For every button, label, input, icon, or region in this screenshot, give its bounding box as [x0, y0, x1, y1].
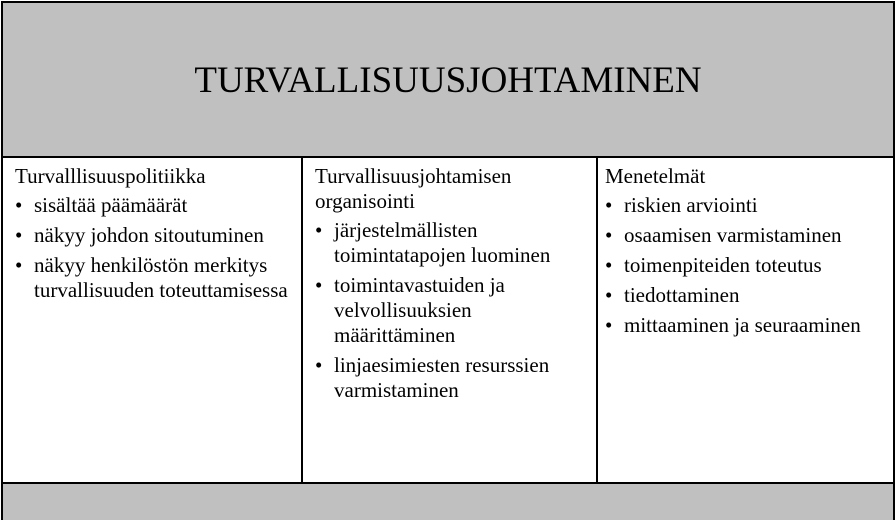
list-item-text: näkyy johdon sitoutuminen [34, 223, 264, 247]
bullet-icon: • [315, 218, 323, 242]
bullet-list [315, 218, 590, 403]
list-item [15, 223, 295, 248]
list-item-text: linjaesimiesten resurssien varmistaminen [334, 353, 550, 402]
list-item [605, 283, 887, 308]
list-item-text: toimenpiteiden toteutus [624, 253, 822, 277]
bullet-icon: • [15, 253, 23, 277]
list-item [315, 353, 590, 403]
bullet-icon: • [15, 223, 23, 247]
header-band [3, 3, 893, 158]
list-item-text: osaamisen varmistaminen [624, 223, 842, 247]
column-heading: Turvalllisuuspolitiikka [15, 164, 206, 188]
list-item [605, 193, 887, 218]
bullet-icon: • [605, 223, 613, 247]
list-item [15, 253, 295, 303]
list-item [315, 218, 590, 268]
bullet-icon: • [15, 193, 23, 217]
list-item [15, 193, 295, 218]
bullet-icon: • [605, 253, 613, 277]
list-item-text: sisältää päämäärät [34, 193, 188, 217]
bullet-icon: • [605, 193, 613, 217]
bullet-icon: • [605, 313, 613, 337]
diagram-frame [1, 1, 895, 520]
list-item [605, 313, 887, 338]
list-item-text: järjestelmällisten toimintatapojen luominen [334, 218, 551, 267]
bullet-icon: • [605, 283, 613, 307]
columns-row [3, 158, 893, 482]
list-item [605, 223, 887, 248]
diagram-title: TURVALLISUUSJOHTAMINEN [194, 60, 702, 101]
column-heading: Menetelmät [605, 164, 706, 188]
list-item-text: näkyy henkilöstön merkitys turvallisuuden toteuttamisessa [34, 253, 288, 302]
bullet-list [15, 193, 295, 303]
column-methods [598, 158, 893, 482]
list-item-text: riskien arviointi [624, 193, 758, 217]
bullet-icon: • [315, 353, 323, 377]
column-heading: Turvallisuusjohtamisen organisointi [315, 164, 512, 213]
list-item [605, 253, 887, 278]
list-item-text: toimintavastuiden ja velvollisuuksien määrittäminen [334, 273, 505, 347]
list-item [315, 273, 590, 348]
list-item-text: mittaaminen ja seuraaminen [624, 313, 861, 337]
column-organisation [303, 158, 598, 482]
footer-band [3, 482, 893, 520]
bullet-icon: • [315, 273, 323, 297]
list-item-text: tiedottaminen [624, 283, 740, 307]
column-policy [3, 158, 303, 482]
bullet-list [605, 193, 887, 338]
